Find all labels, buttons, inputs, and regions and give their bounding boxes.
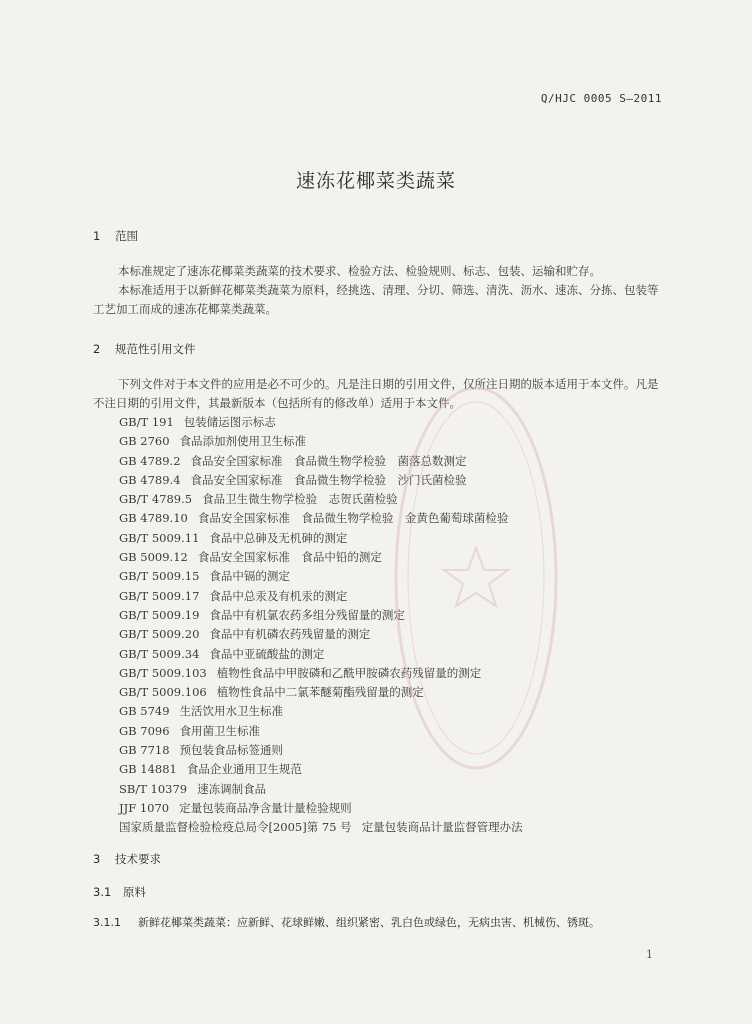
reference-code: JJF 1070: [119, 800, 170, 815]
reference-name: 食品企业通用卫生规范: [186, 762, 302, 777]
reference-code: GB/T 5009.15: [119, 569, 200, 584]
reference-name: 食品安全国家标准 食品微生物学检验 金黄色葡萄球菌检验: [197, 511, 509, 526]
reference-name: 食品中亚硫酸盐的测定: [209, 646, 325, 661]
paragraph: 下列文件对于本文件的应用是必不可少的。凡是注日期的引用文件，仅所注日期的版本适用于本文件。凡是不注日期的引用文件，其最新版本（包括所有的修改单）适用于本文件。: [93, 377, 659, 410]
section-title: 规范性引用文件: [115, 342, 196, 356]
reference-name: 食品中镉的测定: [209, 569, 290, 584]
reference-name: 食品安全国家标准 食品微生物学检验 沙门氏菌检验: [190, 472, 467, 487]
reference-name: 食品中总汞及有机汞的测定: [209, 588, 348, 603]
section-number: 3.1: [93, 885, 112, 899]
reference-code: GB 14881: [119, 762, 177, 777]
section-heading-scope: [93, 228, 138, 244]
reference-name: 食品中有机氯农药多组分残留量的测定: [209, 607, 405, 622]
reference-code: GB 5749: [119, 704, 170, 719]
seal-stamp: [388, 378, 564, 778]
section-number: 2: [93, 342, 101, 356]
reference-item: [119, 780, 523, 799]
reference-code: GB/T 5009.17: [119, 588, 200, 603]
section-title: 原料: [123, 885, 146, 899]
reference-code: GB 5009.12: [119, 550, 188, 565]
reference-name: 定量包装商品净含量计量检验规则: [179, 800, 352, 815]
reference-item: [119, 818, 523, 837]
reference-name: 食品卫生微生物学检验 志贺氏菌检验: [202, 492, 398, 507]
reference-code: GB/T 4789.5: [119, 492, 193, 507]
reference-code: GB/T 191: [119, 415, 174, 429]
reference-name: 食用菌卫生标准: [179, 723, 261, 738]
reference-name: 食品中有机磷农药残留量的测定: [209, 627, 371, 642]
reference-name: 预包装食品标签通则: [179, 743, 284, 758]
reference-code: SB/T 10379: [119, 781, 188, 796]
paragraph: 本标准适用于以新鲜花椰菜类蔬菜为原料，经挑选、清理、分切、筛选、清洗、沥水、速冻、分拣、包装等工艺加工而成的速冻花椰菜类蔬菜。: [93, 283, 659, 316]
reference-name: 包装储运图示标志: [183, 415, 276, 429]
reference-code: GB 4789.10: [119, 511, 188, 526]
reference-code: 国家质量监督检验检疫总局令[2005]第 75 号: [119, 820, 352, 835]
section-number: 1: [93, 229, 101, 243]
reference-code: GB/T 5009.103: [119, 665, 207, 680]
reference-code: GB 4789.4: [119, 472, 181, 487]
reference-code: GB 7718: [119, 743, 170, 758]
section-heading-raw: [93, 884, 146, 900]
reference-code: GB 4789.2: [119, 453, 181, 468]
reference-name: 食品安全国家标准 食品中铅的测定: [197, 550, 382, 565]
reference-name: 食品中总砷及无机砷的测定: [209, 530, 348, 545]
reference-code: GB/T 5009.34: [119, 646, 200, 661]
standard-code: Q/HJC 0005 S—2011: [540, 92, 662, 105]
reference-code: GB 2760: [119, 434, 170, 449]
reference-code: GB/T 5009.11: [119, 530, 200, 545]
clause-3-1-1: [93, 914, 673, 930]
reference-name: 食品安全国家标准 食品微生物学检验 菌落总数测定: [190, 453, 467, 468]
paragraph: 本标准规定了速冻花椰菜类蔬菜的技术要求、检验方法、检验规则、标志、包装、运输和贮存。: [118, 264, 601, 278]
scope-body: [93, 262, 668, 319]
clause-number: 3.1.1: [93, 916, 121, 929]
reference-name: 植物性食品中二氯苯醚菊酯残留量的测定: [216, 685, 424, 700]
document-title: 速冻花椰菜类蔬菜: [295, 170, 456, 192]
reference-code: GB 7096: [119, 723, 170, 738]
reference-code: GB/T 5009.106: [119, 685, 207, 700]
reference-code: GB/T 5009.19: [119, 607, 200, 622]
section-heading-technical: [93, 851, 161, 867]
reference-name: 定量包装商品计量监督管理办法: [361, 820, 523, 835]
page-number: 1: [646, 948, 653, 961]
clause-text: 新鲜花椰菜类蔬菜：应新鲜、花球鲜嫩、组织紧密、乳白色或绿色，无病虫害、机械伤、锈斑。: [138, 916, 600, 929]
normative-intro: [93, 375, 668, 413]
reference-name: 生活饮用水卫生标准: [179, 704, 284, 719]
reference-name: 植物性食品中甲胺磷和乙酰甲胺磷农药残留量的测定: [216, 665, 482, 680]
section-title: 技术要求: [115, 852, 161, 866]
section-heading-normative: [93, 341, 196, 357]
section-title: 范围: [115, 229, 138, 243]
reference-code: GB/T 5009.20: [119, 627, 200, 642]
section-number: 3: [93, 852, 101, 866]
reference-item: [119, 799, 523, 818]
reference-name: 速冻调制食品: [197, 781, 267, 796]
reference-name: 食品添加剂使用卫生标准: [179, 434, 307, 449]
